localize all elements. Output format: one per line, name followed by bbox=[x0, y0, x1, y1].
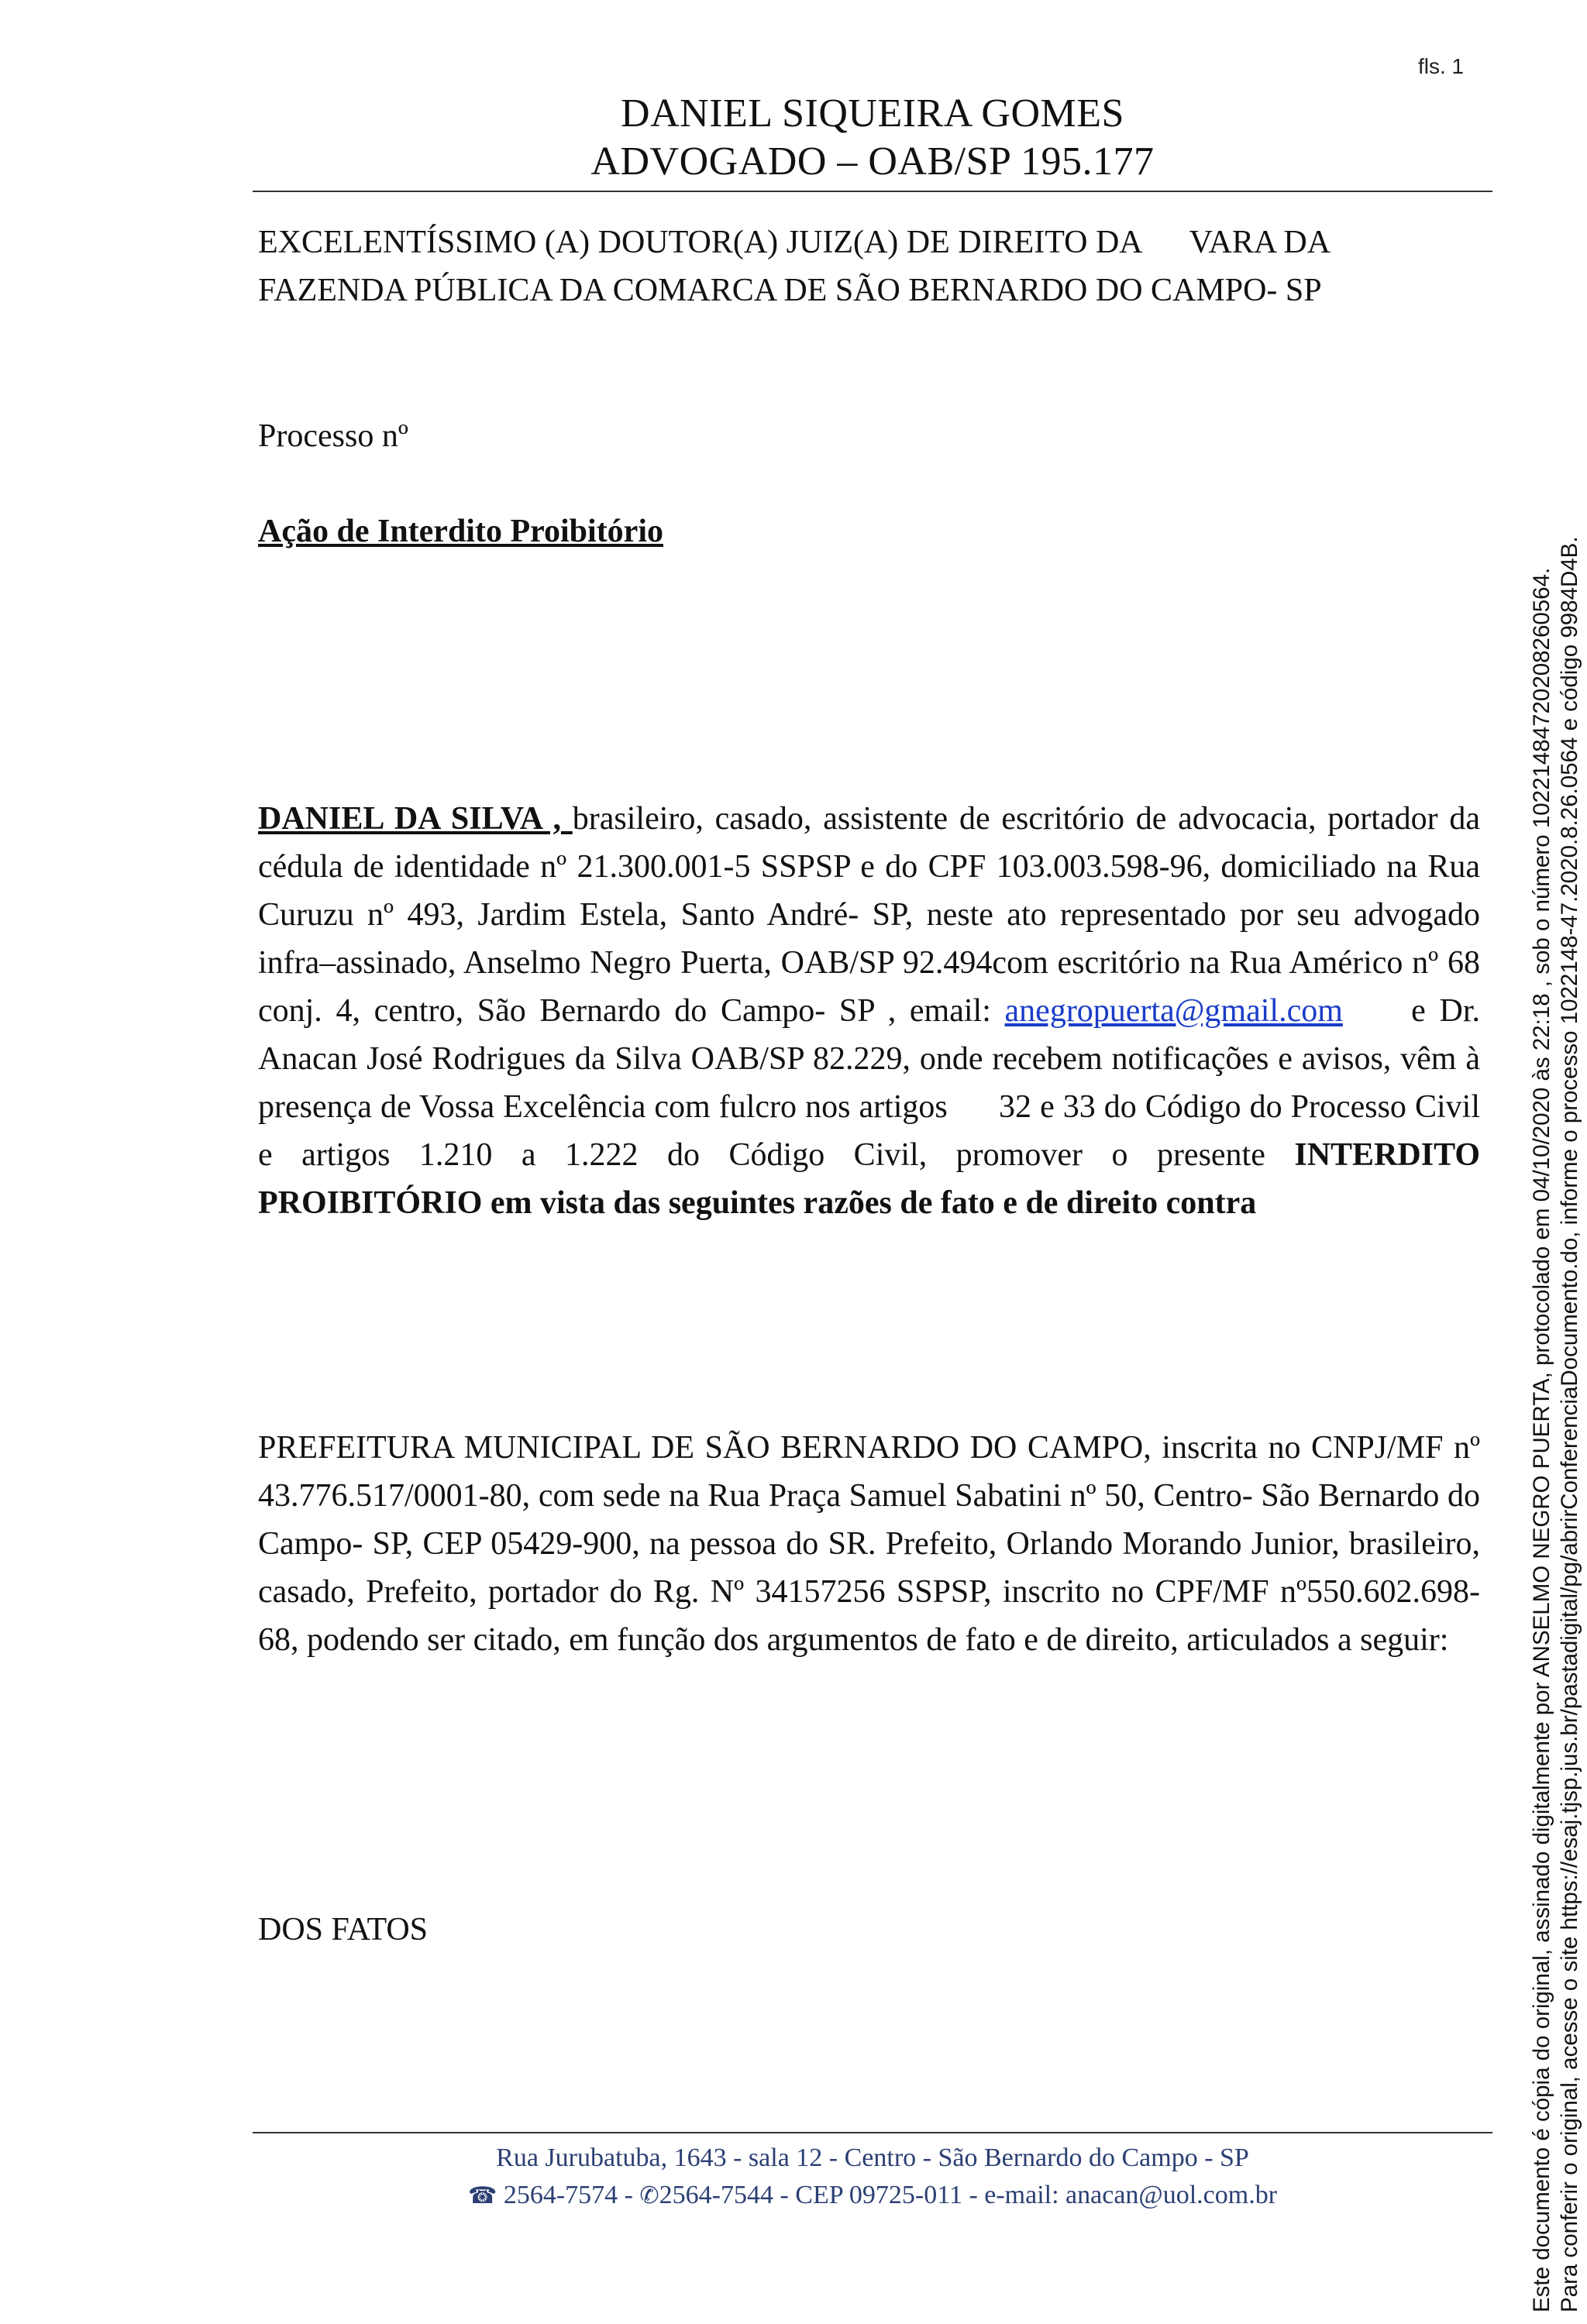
footer bbox=[253, 2140, 1492, 2215]
signature-note-line-2: Para conferir o original, acesse o site https://esaj.tjsp.jus.br/pastadigital/pg/abrirConferenciaDocumento.do, informe o processo 1022148-47.2020.8.26.0564 e código 9984D4B. bbox=[1557, 536, 1582, 2312]
addressee bbox=[258, 218, 1480, 315]
footer-contact bbox=[253, 2177, 1492, 2215]
page-number-marker: fls. 1 bbox=[1418, 54, 1465, 78]
letterhead bbox=[253, 90, 1492, 186]
plaintiff-text-b: e Dr. Anacan José Rodrigues da Silva OAB/SP 82.229, onde recebem notificações e avisos, vêm à presença de Vossa Excelência com fulcro nos artigos 32 e 33 do Código do Processo Civil e artigos 1.210 a 1.222 do Código Civil, promover o presente bbox=[258, 993, 1489, 1173]
plaintiff-bold-tail: INTERDITO PROIBITÓRIO em vista das seguintes razões de fato e de direito contra bbox=[258, 1137, 1480, 1221]
telephone-icon: ☎ bbox=[467, 2182, 497, 2209]
footer-divider bbox=[253, 2132, 1492, 2133]
plaintiff-name: DANIEL DA SILVA , bbox=[258, 801, 573, 837]
footer-phone: 2564-7574 - bbox=[497, 2181, 640, 2209]
header-divider bbox=[253, 191, 1492, 192]
footer-fax-cep-email: 2564-7544 - CEP 09725-011 - e-mail: anacan@uol.com.br bbox=[659, 2181, 1278, 2209]
lawyer-email-link[interactable]: anegropuerta@gmail.com bbox=[1004, 993, 1343, 1029]
signature-note-line-1: Este documento é cópia do original, assinado digitalmente por ANSELMO NEGRO PUERTA, protocolado em 04/10/2020 às 22:18 , sob o número 10221484720208260564. bbox=[1529, 567, 1554, 2312]
defendant-paragraph: PREFEITURA MUNICIPAL DE SÃO BERNARDO DO CAMPO, inscrita no CNPJ/MF nº 43.776.517/0001-80, com sede na Rua Praça Samuel Sabatini nº 50, Centro- São Bernardo do Campo- SP, CEP 05429-900, na pessoa do SR. Prefeito, Orlando Morando Junior, brasileiro, casado, Prefeito, portador do Rg. Nº 34157256 SSPSP, inscrito no CPF/MF nº550.602.698-68, podendo ser citado, em função dos argumentos de fato e de direito, articulados a seguir: bbox=[258, 1430, 1480, 1658]
action-title: Ação de Interdito Proibitório bbox=[258, 514, 663, 549]
digital-signature-note bbox=[1528, 492, 1584, 2312]
lawyer-registration: ADVOGADO – OAB/SP 195.177 bbox=[590, 139, 1155, 184]
section-heading-facts: DOS FATOS bbox=[258, 1912, 429, 1948]
process-number-label: Processo nº bbox=[258, 418, 408, 454]
addressee-line-2: FAZENDA PÚBLICA DA COMARCA DE SÃO BERNARDO DO CAMPO- SP bbox=[258, 273, 1322, 308]
footer-address: Rua Jurubatuba, 1643 - sala 12 - Centro - São Bernardo do Campo - SP bbox=[496, 2144, 1249, 2172]
addressee-line-1-end: VARA DA bbox=[1189, 225, 1331, 260]
lawyer-name: DANIEL SIQUEIRA GOMES bbox=[621, 91, 1124, 136]
plaintiff-paragraph bbox=[258, 795, 1489, 1227]
addressee-line-1-start: EXCELENTÍSSIMO (A) DOUTOR(A) JUIZ(A) DE DIREITO DA bbox=[258, 225, 1143, 260]
fax-icon: ✆ bbox=[639, 2182, 659, 2209]
addressee-line-1 bbox=[258, 218, 1480, 266]
plaintiff-text-a: brasileiro, casado, assistente de escritório de advocacia, portador da cédula de identidade nº 21.300.001-5 SSPSP e do CPF 103.003.598-96, domiciliado na Rua Curuzu nº 493, Jardim Estela, Santo André- SP, neste ato representado por seu advogado infra–assinado, Anselmo Negro Puerta, OAB/SP 92.494com escritório na Rua Américo nº 68 conj. 4, centro, São Bernardo do Campo- SP , email: bbox=[258, 801, 1480, 1029]
